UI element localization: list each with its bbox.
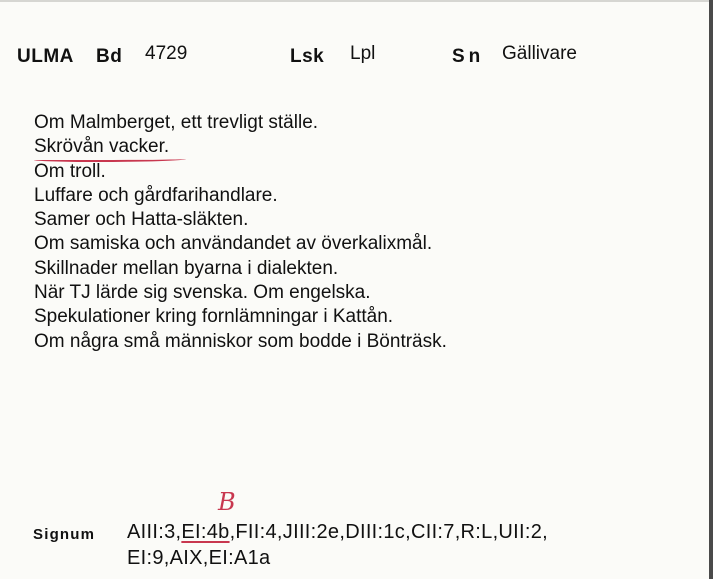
- topic-item: Luffare och gårdfarihandlare.: [34, 184, 278, 206]
- sn-label: Sn: [452, 46, 485, 67]
- topic-item: Skillnader mellan byarna i dialekten.: [34, 257, 339, 279]
- bd-label: Bd: [96, 46, 123, 67]
- signum-suffix: ,FII:4,JIII:2e,DIII:1c,CII:7,R:L,UII:2,: [229, 521, 549, 543]
- topic-item: Samer och Hatta-släkten.: [34, 209, 249, 231]
- lsk-value: Lpl: [350, 43, 376, 64]
- topic-item: Om samiska och användandet av överkalixmål.: [34, 233, 433, 255]
- bd-value: 4729: [145, 43, 188, 64]
- signum-prefix: AIII:3,: [127, 521, 182, 543]
- archive-label: ULMA: [17, 46, 74, 67]
- card-right-edge: [709, 0, 713, 579]
- topic-item: Om några små människor som bodde i Bönträsk.: [34, 330, 447, 352]
- signum-highlighted-code: EI:4b: [181, 521, 230, 543]
- topic-item: Om Malmberget, ett trevligt ställe.: [34, 112, 319, 133]
- card-top-edge: [0, 0, 713, 2]
- signum-line-2: EI:9,AIX,EI:A1a: [127, 547, 271, 569]
- handwritten-annotation: B: [218, 488, 236, 516]
- topic-item: När TJ lärde sig svenska. Om engelska.: [34, 282, 371, 304]
- lsk-label: Lsk: [290, 46, 325, 67]
- sn-value: Gällivare: [502, 43, 577, 64]
- signum-label: Signum: [33, 526, 96, 543]
- topic-item: Spekulationer kring fornlämningar i Kattån.: [34, 306, 394, 328]
- topic-item: Skrövån vacker.: [34, 136, 170, 158]
- topic-list: [34, 111, 447, 354]
- signum-value: [127, 519, 697, 571]
- topic-item: Om troll.: [34, 160, 106, 182]
